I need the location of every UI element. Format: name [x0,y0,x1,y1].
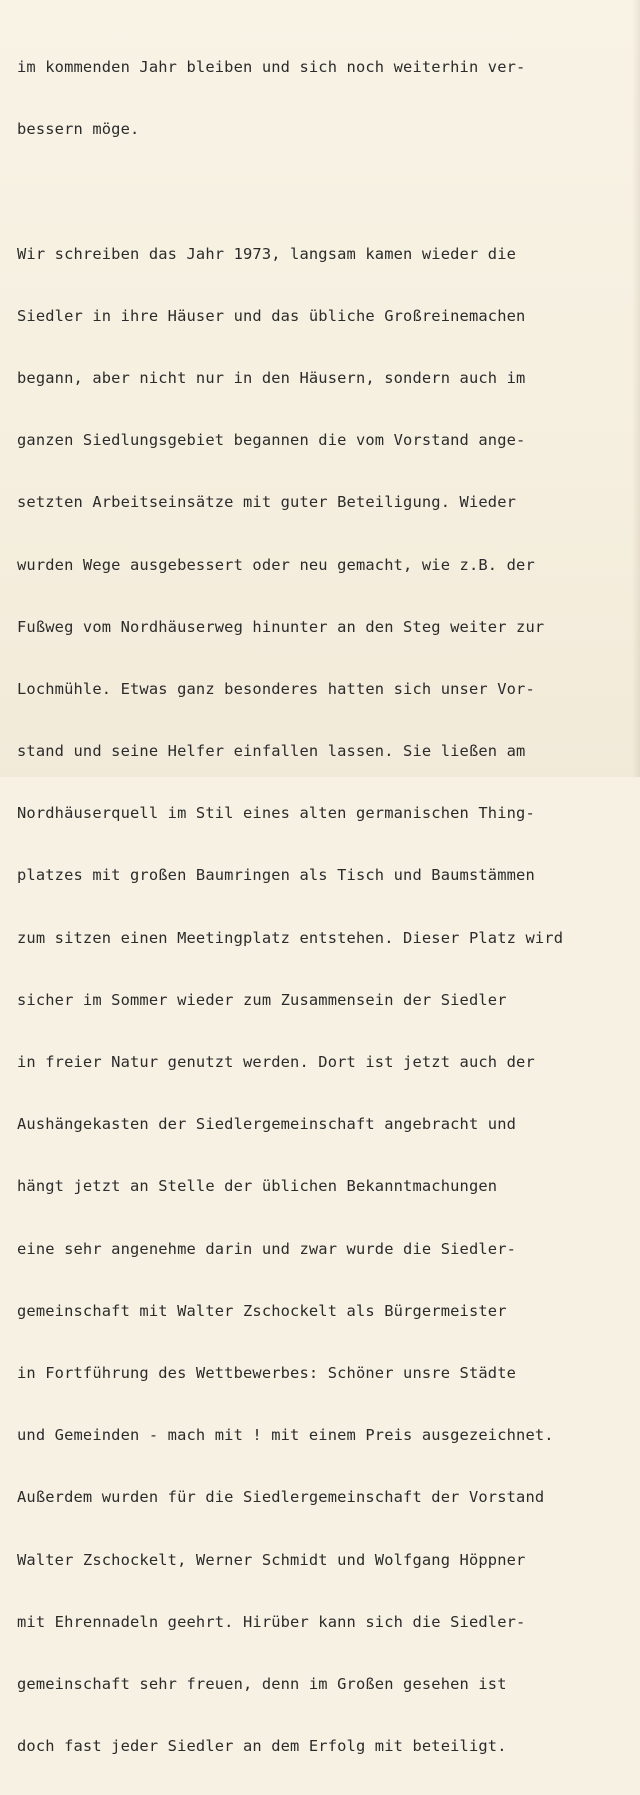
text-line: mit Ehrennadeln geehrt. Hirüber kann sich die Siedler- [17,1612,526,1631]
text-line: sicher im Sommer wieder zum Zusammensein der Siedler [17,990,507,1009]
text-line: Fußweg vom Nordhäuserweg hinunter an den Steg weiter zur [17,617,545,636]
text-line: zum sitzen einen Meetingplatz entstehen. Dieser Platz wird [17,928,564,947]
paragraph-gap [17,178,629,204]
text-line: wurden Wege ausgebessert oder neu gemacht, wie z.B. der [17,555,535,574]
text-line: doch fast jeder Siedler an dem Erfolg mit beteiligt. [17,1737,507,1756]
text-line: gemeinschaft sehr freuen, denn im Großen gesehen ist [17,1674,507,1693]
text-line: Nordhäuserquell im Stil eines alten germanischen Thing- [17,804,535,823]
text-line: Wir schreiben das Jahr 1973, langsam kamen wieder die [17,244,517,263]
text-line: Walter Zschockelt, Werner Schmidt und Wolfgang Höppner [17,1550,526,1569]
text-line: im kommenden Jahr bleiben und sich noch weiterhin ver- [17,58,526,76]
text-line: hängt jetzt an Stelle der üblichen Bekanntmachungen [17,1177,498,1196]
text-line: gemeinschaft mit Walter Zschockelt als Bürgermeister [17,1301,507,1320]
document-body [17,18,629,1795]
text-line: in Fortführung des Wettbewerbes: Schöner unsre Städte [17,1363,517,1382]
paper-edge-shadow [632,0,640,777]
text-line: stand und seine Helfer einfallen lassen. Sie ließen am [17,742,526,761]
text-line: Lochmühle. Etwas ganz besonderes hatten sich unser Vor- [17,679,535,698]
text-line: in freier Natur genutzt werden. Dort ist jetzt auch der [17,1053,535,1071]
text-line: und Gemeinden - mach mit ! mit einem Preis ausgezeichnet. [17,1426,554,1445]
text-line: ganzen Siedlungsgebiet begannen die vom Vorstand ange- [17,431,526,450]
text-line: Aushängekasten der Siedlergemeinschaft angebracht und [17,1115,517,1134]
text-line: Außerdem wurden für die Siedlergemeinschaft der Vorstand [17,1488,545,1507]
text-line: setzten Arbeitseinsätze mit guter Beteiligung. Wieder [17,493,517,512]
text-line: eine sehr angenehme darin und zwar wurde die Siedler- [17,1239,517,1258]
text-line: bessern möge. [17,120,140,139]
text-line: platzes mit großen Baumringen als Tisch und Baumstämmen [17,866,535,885]
text-line: begann, aber nicht nur in den Häusern, sondern auch im [17,368,526,387]
text-line: Siedler in ihre Häuser und das übliche Großreinemachen [17,306,526,325]
